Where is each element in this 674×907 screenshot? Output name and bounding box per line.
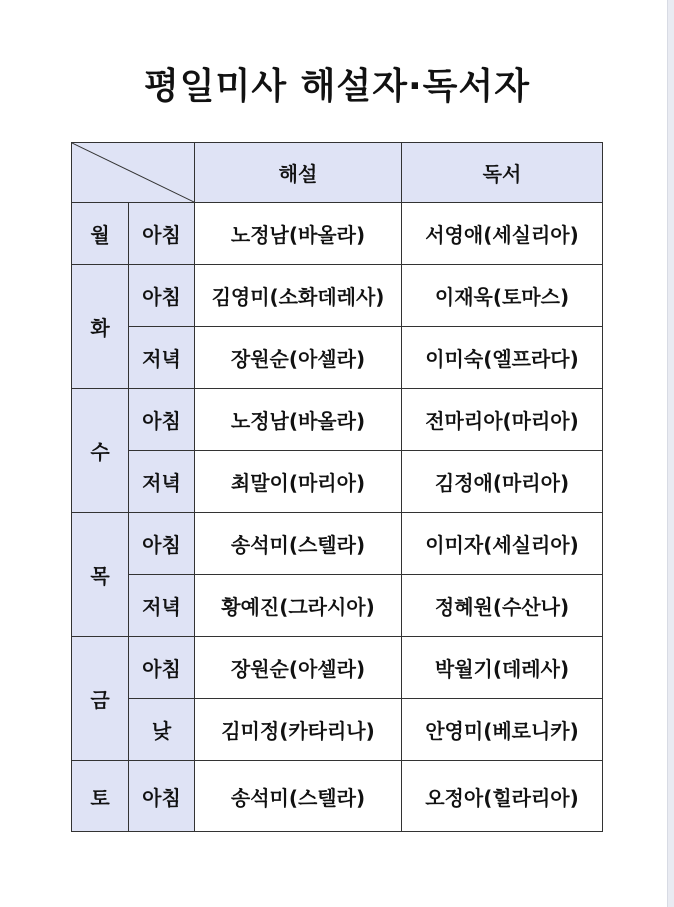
page-title: 평일미사 해설자·독서자 (144, 66, 530, 107)
day-cell-sat: 토 (72, 761, 129, 832)
time-cell: 저녁 (129, 451, 195, 513)
day-cell-mon: 월 (72, 203, 129, 265)
table-row (72, 203, 603, 265)
time-cell: 아침 (129, 761, 195, 832)
time-cell: 저녁 (129, 575, 195, 637)
reader-cell: 전마리아(마리아) (402, 389, 603, 451)
commentator-cell: 송석미(스텔라) (195, 761, 402, 832)
commentator-cell: 황예진(그라시아) (195, 575, 402, 637)
table-row (72, 575, 603, 637)
table-row (72, 327, 603, 389)
page-edge (667, 0, 674, 907)
header-reading: 독서 (402, 143, 603, 203)
table-row (72, 389, 603, 451)
table-row (72, 761, 603, 832)
reader-cell: 이미자(세실리아) (402, 513, 603, 575)
reader-cell: 김정애(마리아) (402, 451, 603, 513)
commentator-cell: 노정남(바올라) (195, 203, 402, 265)
reader-cell: 안영미(베로니카) (402, 699, 603, 761)
time-cell: 아침 (129, 203, 195, 265)
diagonal-line (72, 143, 194, 202)
day-cell-wed: 수 (72, 389, 129, 513)
reader-cell: 박월기(데레사) (402, 637, 603, 699)
day-cell-fri: 금 (72, 637, 129, 761)
reader-cell: 이미숙(엘프라다) (402, 327, 603, 389)
commentator-cell: 김미정(카타리나) (195, 699, 402, 761)
time-cell: 낮 (129, 699, 195, 761)
reader-cell: 오정아(힐라리아) (402, 761, 603, 832)
commentator-cell: 장원순(아셀라) (195, 327, 402, 389)
time-cell: 아침 (129, 513, 195, 575)
table-row (72, 451, 603, 513)
header-row (72, 143, 603, 203)
corner-cell (72, 143, 195, 203)
table-row (72, 699, 603, 761)
day-cell-thu: 목 (72, 513, 129, 637)
table-row (72, 637, 603, 699)
reader-cell: 정혜원(수산나) (402, 575, 603, 637)
commentator-cell: 장원순(아셀라) (195, 637, 402, 699)
schedule-table (71, 142, 603, 832)
time-cell: 아침 (129, 637, 195, 699)
reader-cell: 이재욱(토마스) (402, 265, 603, 327)
commentator-cell: 송석미(스텔라) (195, 513, 402, 575)
reader-cell: 서영애(세실리아) (402, 203, 603, 265)
time-cell: 아침 (129, 389, 195, 451)
table-row (72, 265, 603, 327)
header-commentary: 해설 (195, 143, 402, 203)
commentator-cell: 노정남(바올라) (195, 389, 402, 451)
commentator-cell: 최말이(마리아) (195, 451, 402, 513)
day-cell-tue: 화 (72, 265, 129, 389)
commentator-cell: 김영미(소화데레사) (195, 265, 402, 327)
time-cell: 아침 (129, 265, 195, 327)
table-row (72, 513, 603, 575)
time-cell: 저녁 (129, 327, 195, 389)
